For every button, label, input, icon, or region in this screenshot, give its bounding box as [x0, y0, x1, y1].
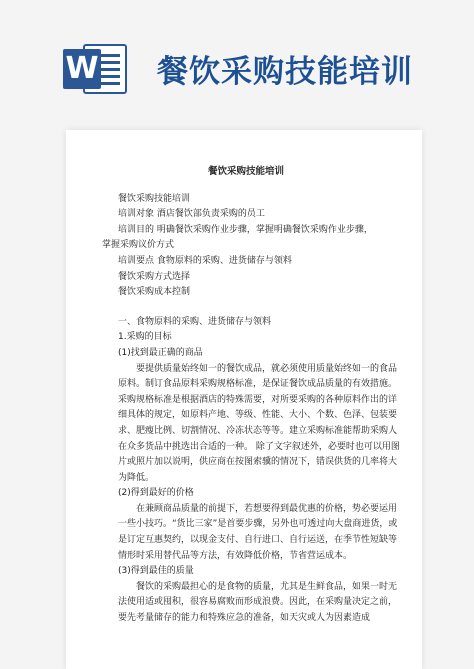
item-heading: (3)得到最佳的质量 [118, 566, 194, 577]
item-heading: (2)得到最好的价格 [118, 488, 194, 499]
intro-line: 培训要点 食物原料的采购、进货储存与领料 [118, 255, 292, 266]
intro-line: 掌握采购议价方式 [102, 240, 175, 251]
word-icon-letter: W [63, 49, 101, 89]
intro-line: 餐饮采购成本控制 [118, 287, 191, 298]
document-title: 餐饮采购技能培训 [207, 166, 284, 177]
intro-line: 培训目的 明确餐饮采购作业步骤，掌握明确餐饮采购作业步骤， [118, 224, 373, 235]
word-document-icon [63, 40, 131, 98]
banner [0, 0, 474, 110]
subsection-heading: 1.采购的目标 [118, 332, 172, 343]
item-heading: (1)找到最正确的商品 [118, 347, 203, 358]
body-paragraph: 在兼顾商品质量的前提下，若想要得到最优惠的价格，势必要运用一些小技巧。“货比三家”是首要步骤，另外也可透过向大盘商进货，或是订定互惠契约，以现金支付、自行进口、自行运送，在季节性短缺等情形时采用替代品等方法，有效降低价格，节省营运成本。 [118, 503, 398, 561]
banner-title: 餐饮采购技能培训 [157, 54, 413, 90]
intro-line: 培训对象 酒店餐饮部负责采购的员工 [118, 209, 265, 220]
body-paragraph: 要提供质量始终如一的餐饮成品，就必须使用质量始终如一的食品原料。制订食品原料采购规格标准，是保证餐饮成品质量的有效措施。采购规格标准是根据酒店的特殊需要，对所要采购的各种原料作出的详细具体的规定，如原料产地、等级、性能、大小、个数、色泽、包装要求、肥瘦比例、切割情况、冷冻状态等等。建立采购标准能帮助采购人在众多货品中挑选出合适的一种。 除了文字叙述外，必要时也可以用图片或照片加以说明，供应商在按图索骥的情况下，错误供货的几率将大为降低。 [118, 363, 400, 483]
intro-line: 餐饮采购技能培训 [118, 193, 191, 204]
intro-line: 餐饮采购方式选择 [118, 271, 191, 282]
body-paragraph: 餐饮的采购最担心的是食物的质量，尤其是生鲜食品，如果一时无法使用适或囤积，很容易腐败而形成浪费。因此，在采购量决定之前，要先考量储存的能力和特殊应急的准备，如天灾或人为因素造成 [118, 581, 398, 624]
document-page [66, 130, 422, 669]
section-heading: 一、食物原料的采购、进货储存与领料 [118, 316, 272, 327]
